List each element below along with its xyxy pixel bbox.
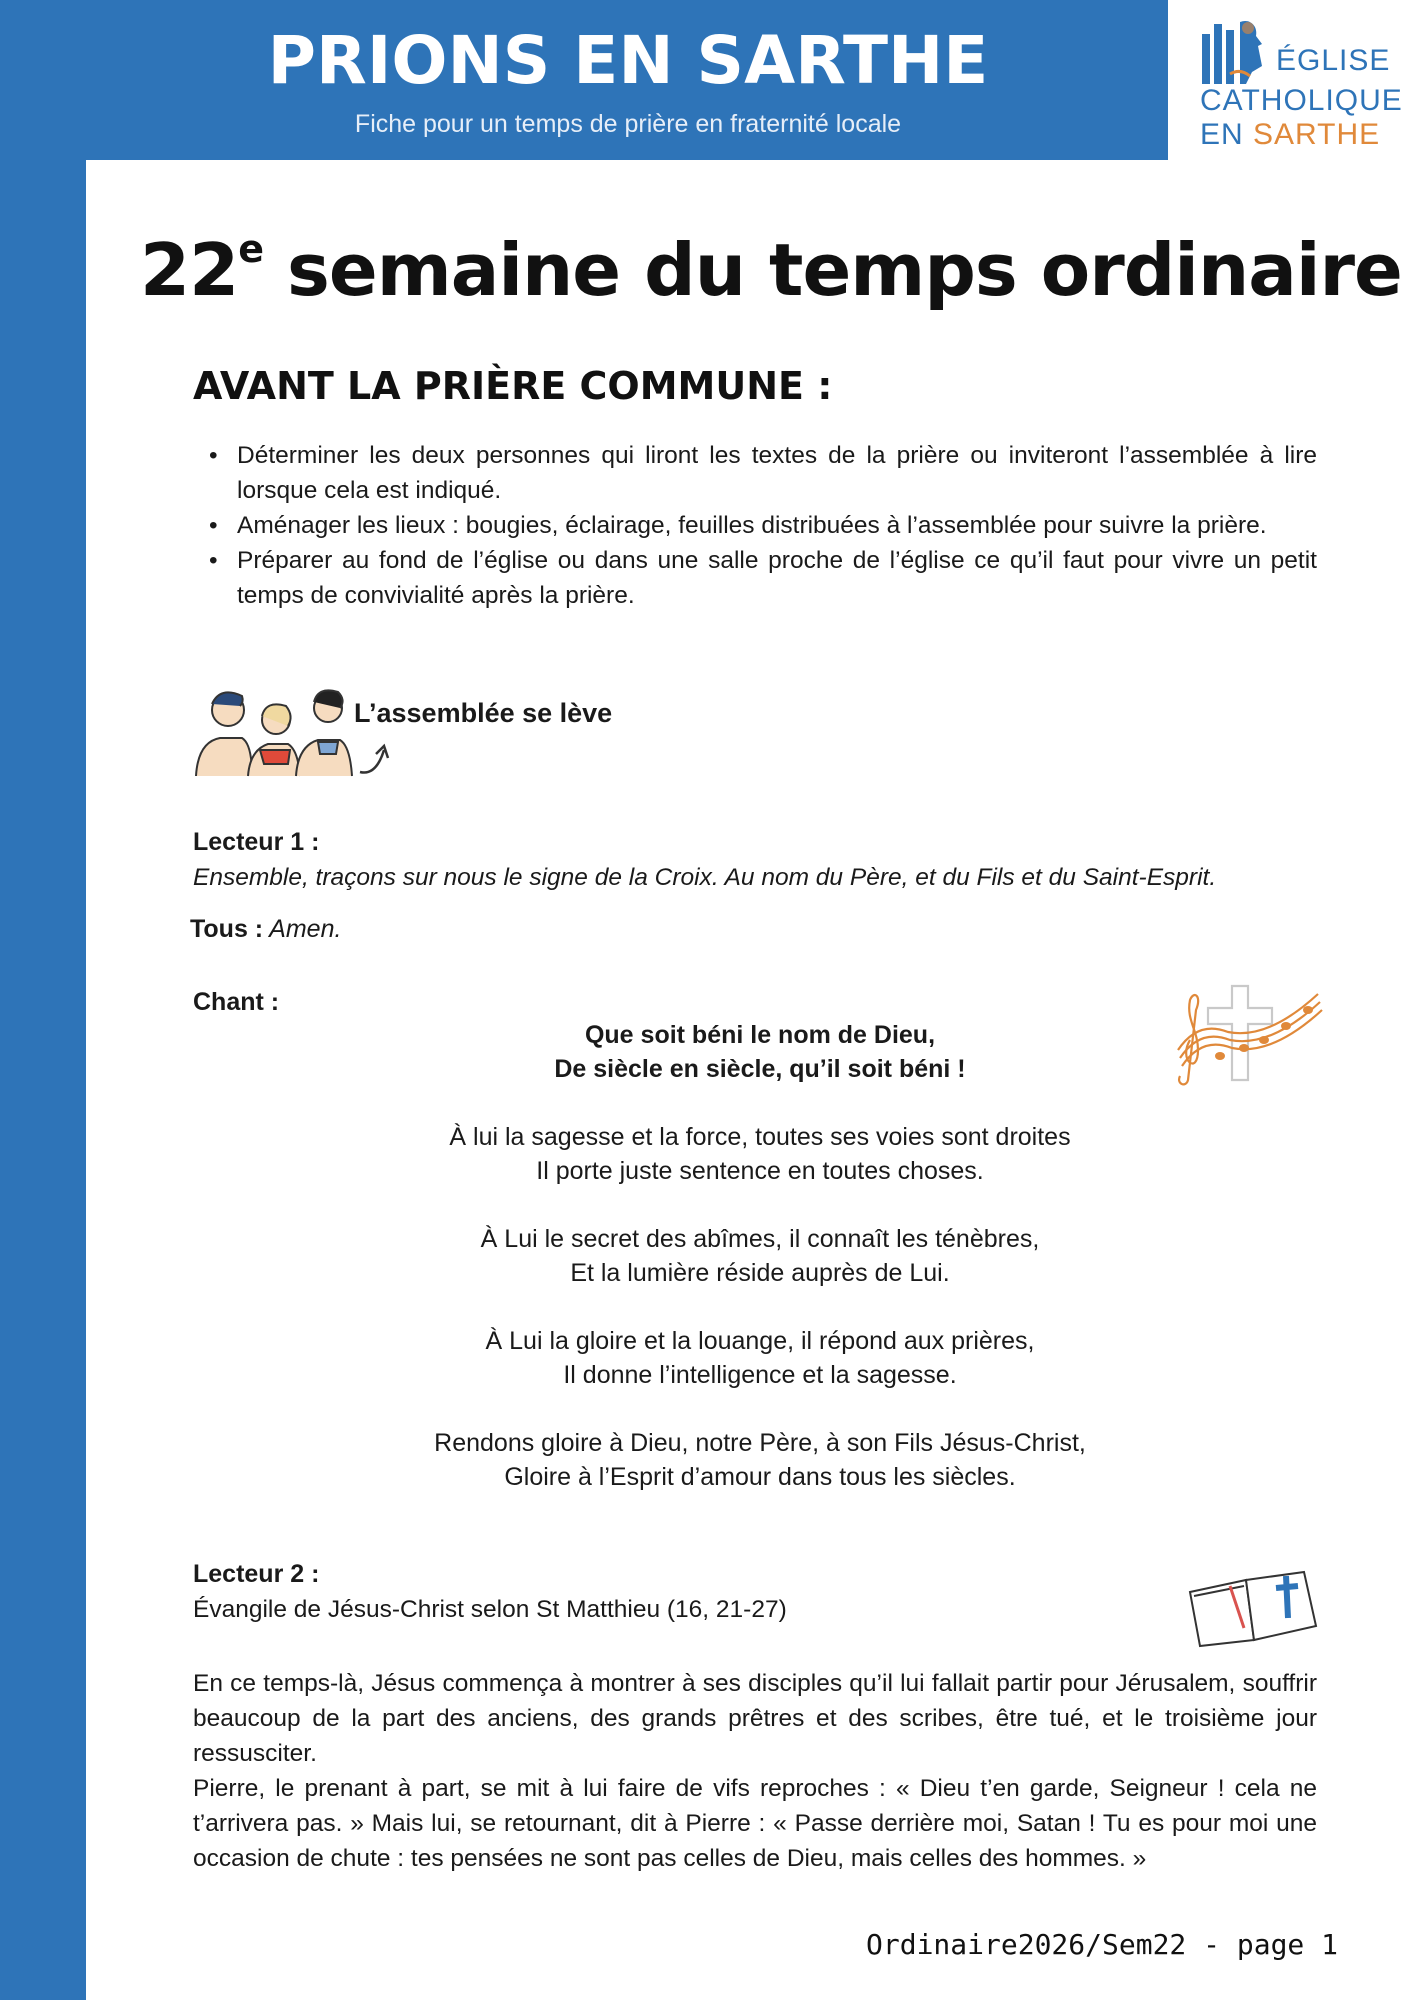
song-refrain [330,1018,1190,1086]
verse-line: Gloire à l’Esprit d’amour dans tous les siècles. [504,1463,1016,1491]
logo-line-1: ÉGLISE [1276,44,1391,77]
all-text: Amen. [263,915,342,943]
logo-line-3 [1200,118,1380,152]
title-superscript: e [238,227,263,271]
music-cross-icon [1168,980,1328,1090]
verse-line: À Lui la gloire et la louange, il répond aux prières, [485,1327,1035,1355]
list-item: • Préparer au fond de l’église ou dans une salle proche de l’église ce qu’il faut pour vivre un petit temps de convivialité après la prière. [237,543,1317,613]
gospel-reference: Évangile de Jésus-Christ selon St Matthieu (16, 21-27) [193,1596,787,1623]
section-heading: AVANT LA PRIÈRE COMMUNE : [193,364,833,408]
gospel-text [193,1666,1317,1876]
verse-line: Il porte juste sentence en toutes choses. [536,1157,984,1185]
logo-line-2: CATHOLIQUE [1200,84,1403,117]
reader-1-label: Lecteur 1 : [193,828,320,856]
verse-line: Il donne l’intelligence et la sagesse. [563,1361,957,1389]
header-title: PRIONS EN SARTHE [267,22,989,99]
all-label: Tous : [190,915,264,943]
assembly-instruction: L’assemblée se lève [354,698,613,728]
preparation-list [237,438,1317,613]
page-title [140,228,1402,312]
logo-line-3a: EN [1200,118,1254,151]
verse-line: Rendons gloire à Dieu, notre Père, à son Fils Jésus-Christ, [434,1429,1086,1457]
reader-1-text: Ensemble, traçons sur nous le signe de la Croix. Au nom du Père, et du Fils et du Saint-Esprit. [193,864,1217,891]
list-item: • Déterminer les deux personnes qui liront les textes de la prière ou inviteront l’assemblée à lire lorsque cela est indiqué. [237,438,1317,508]
verse-line: À lui la sagesse et la force, toutes ses voies sont droites [449,1123,1071,1151]
logo-line-3b: SARTHE [1253,118,1381,151]
church-logo-icon [1200,16,1276,86]
diocese-logo [1168,0,1414,160]
page-footer: Ordinaire2026/Sem22 - page 1 [866,1928,1339,1961]
verse-line: À Lui le secret des abîmes, il connaît les ténèbres, [480,1225,1040,1253]
song-verse [330,1222,1190,1290]
side-band [0,0,86,2000]
title-text: semaine du temps ordinaire [262,228,1402,312]
refrain-line: De siècle en siècle, qu’il soit béni ! [554,1055,966,1083]
song-verse [330,1324,1190,1392]
people-praying-icon [190,680,390,780]
bible-icon [1186,1566,1320,1650]
refrain-line: Que soit béni le nom de Dieu, [584,1021,936,1049]
reader-2-label: Lecteur 2 : [193,1560,320,1588]
verse-line: Et la lumière réside auprès de Lui. [570,1259,950,1287]
list-item: • Aménager les lieux : bougies, éclairage, feuilles distribuées à l’assemblée pour suivre la prière. [237,508,1317,543]
title-number: 22 [140,228,239,312]
song-verse [330,1120,1190,1188]
gospel-paragraph: En ce temps-là, Jésus commença à montrer à ses disciples qu’il lui fallait partir pour Jérusalem, souffrir beaucoup de la part des anciens, des grands prêtres et des scribes, être tué, et le troisième jour ressusciter. [193,1670,1317,1767]
all-response [190,915,341,944]
song-label: Chant : [193,988,280,1016]
header-subtitle: Fiche pour un temps de prière en fraternité locale [354,110,902,138]
song-verse [330,1426,1190,1494]
gospel-paragraph: Pierre, le prenant à part, se mit à lui faire de vifs reproches : « Dieu t’en garde, Seigneur ! cela ne t’arrivera pas. » Mais lui, se retournant, dit à Pierre : « Passe derrière moi, Satan ! Tu es pour moi une occasion de chute : tes pensées ne sont pas celles de Dieu, mais celles des hommes. » [193,1775,1317,1872]
